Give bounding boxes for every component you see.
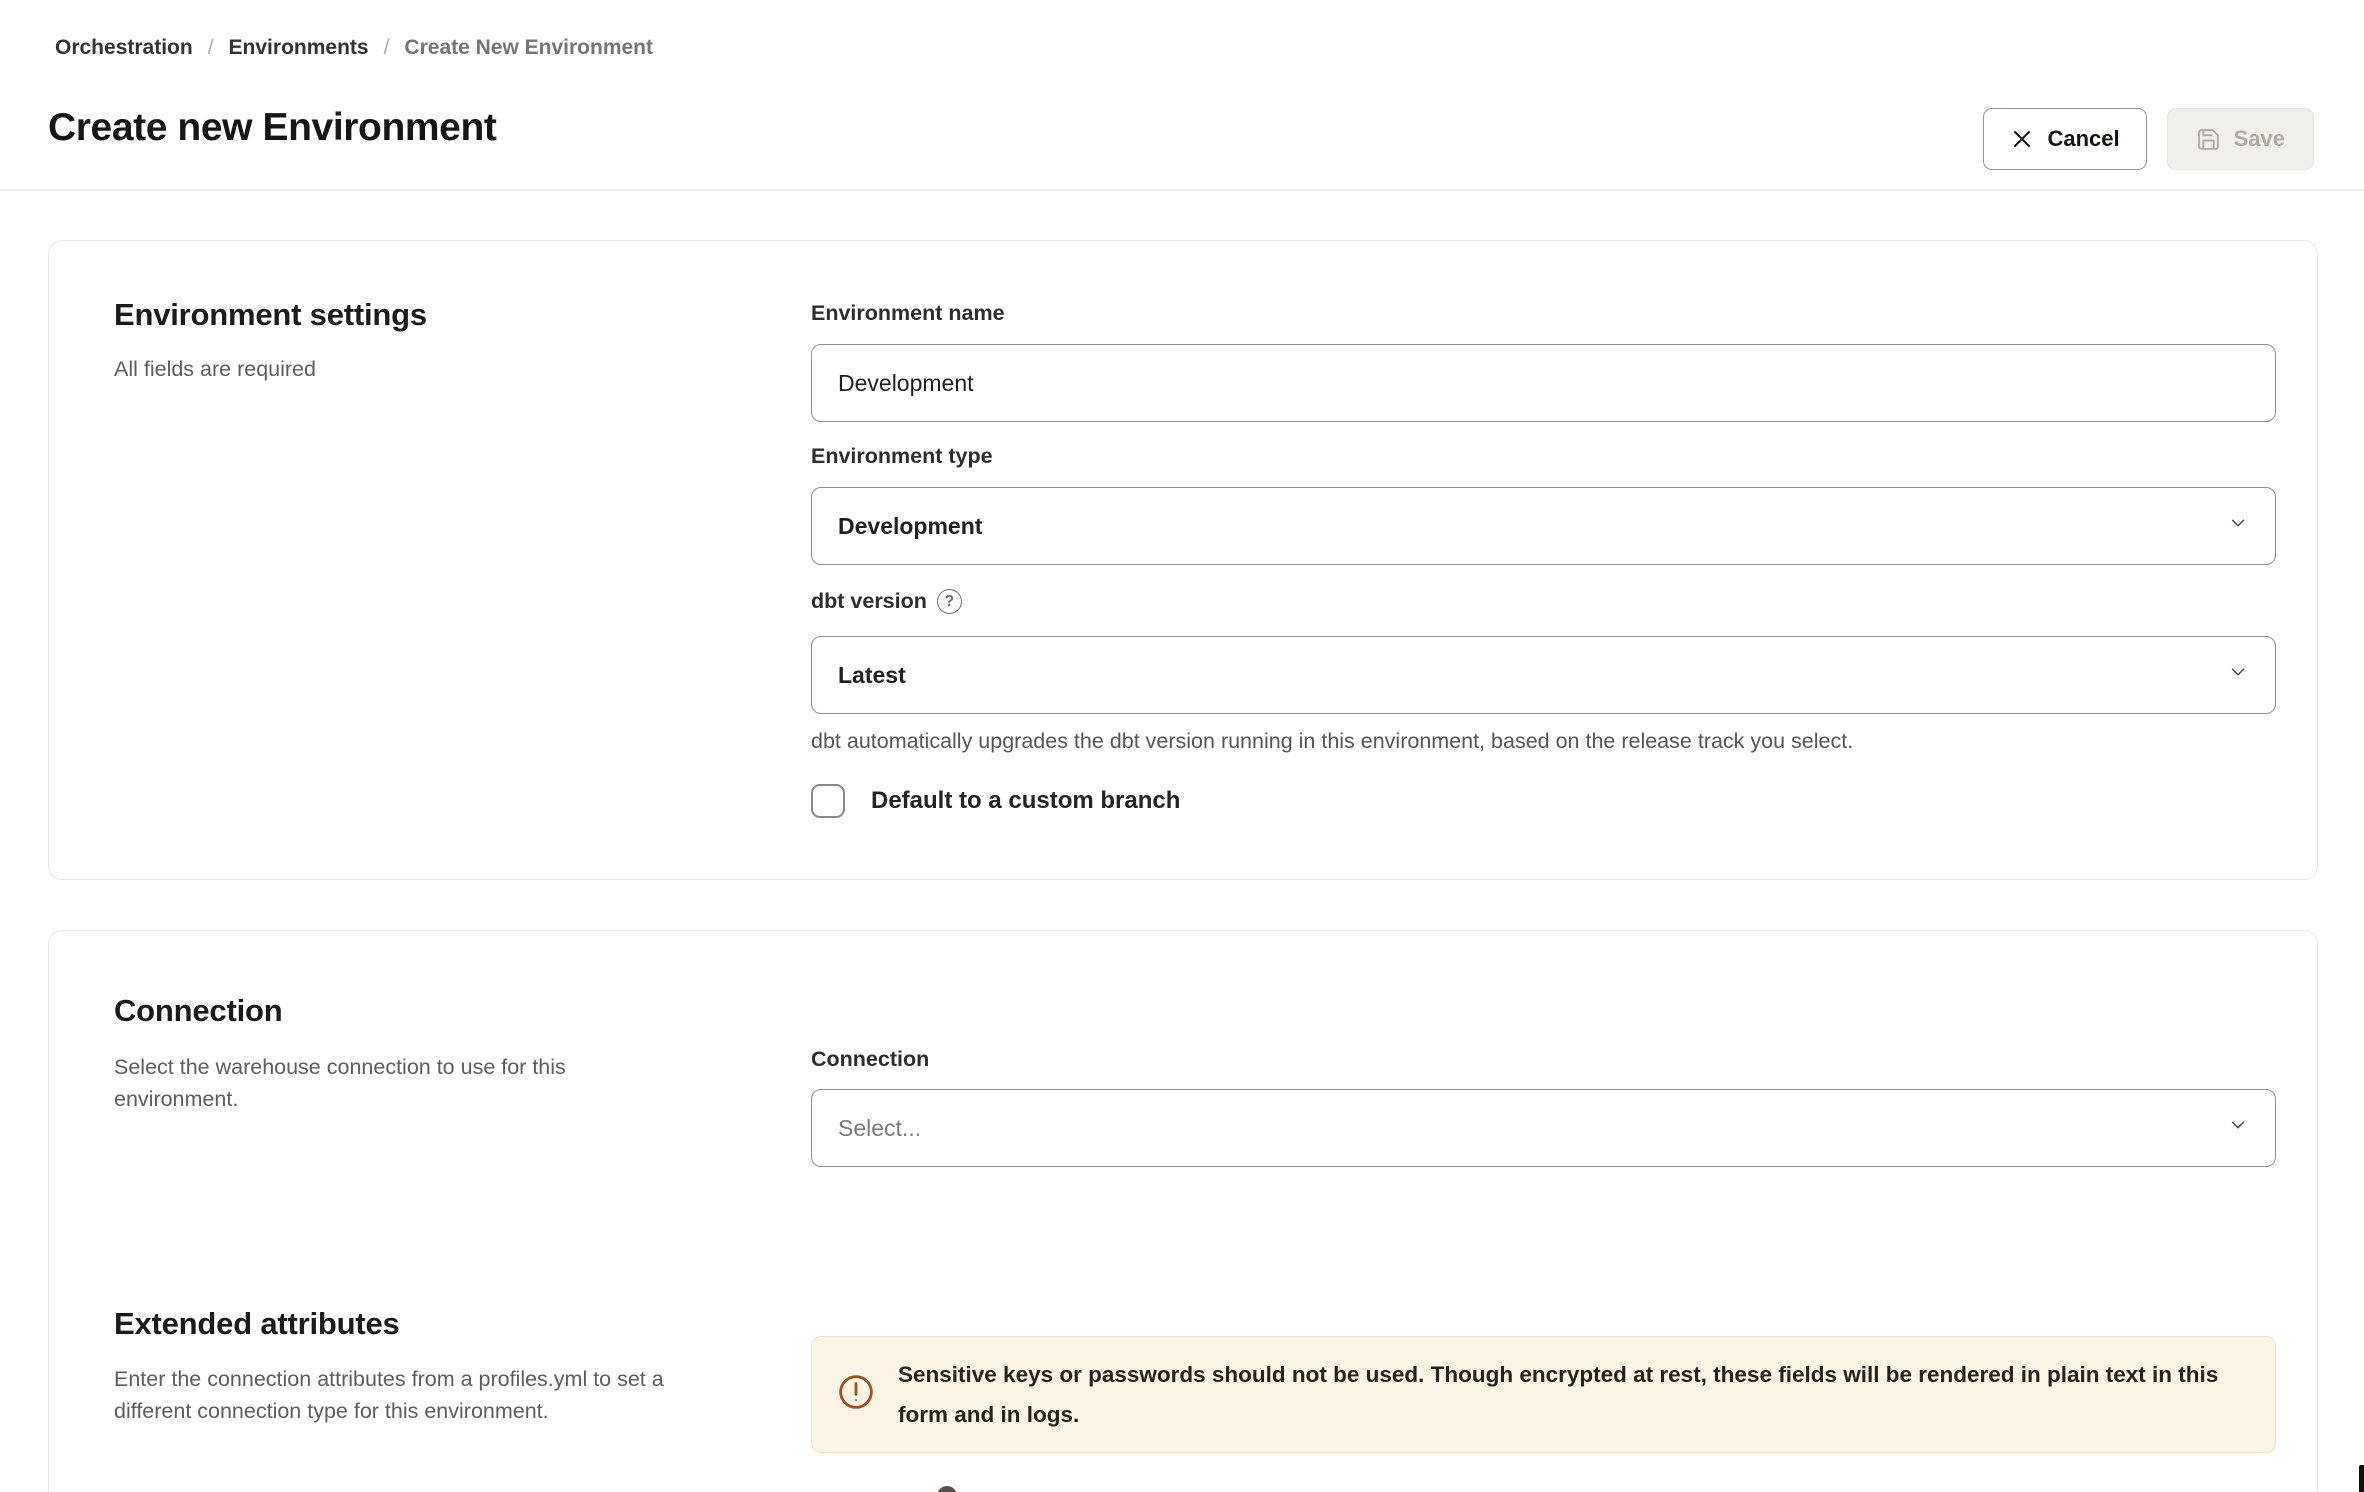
breadcrumb bbox=[55, 36, 653, 60]
environment-settings-card bbox=[48, 240, 2318, 880]
environment-name-input[interactable] bbox=[811, 344, 2276, 422]
extended-attributes-heading: Extended attributes bbox=[114, 1306, 400, 1341]
save-button[interactable] bbox=[2167, 108, 2314, 170]
environment-name-label: Environment name bbox=[811, 301, 1005, 325]
dbt-version-label-text: dbt version bbox=[811, 589, 927, 613]
warning-text: Sensitive keys or passwords should not be used. Though encrypted at rest, these fields will be rendered in plain text in this form and in logs. bbox=[898, 1361, 2219, 1427]
environment-settings-subheading: All fields are required bbox=[114, 357, 316, 381]
connection-select[interactable] bbox=[811, 1089, 2276, 1167]
close-icon bbox=[2010, 127, 2034, 151]
extended-attributes-subheading: Enter the connection attributes from a profiles.yml to set a different connection type for this environment. bbox=[114, 1367, 664, 1423]
custom-branch-label: Default to a custom branch bbox=[871, 787, 1181, 814]
save-icon bbox=[2196, 127, 2221, 152]
environment-type-label: Environment type bbox=[811, 444, 993, 468]
dbt-version-helper-text: dbt automatically upgrades the dbt version running in this environment, based on the release track you select. bbox=[811, 729, 1854, 753]
cancel-button[interactable] bbox=[1983, 108, 2146, 170]
connection-select-label: Connection bbox=[811, 1047, 930, 1071]
chevron-down-icon bbox=[2227, 1114, 2249, 1142]
connection-card bbox=[48, 930, 2318, 1492]
custom-branch-checkbox[interactable] bbox=[811, 784, 845, 818]
environment-type-value: Development bbox=[838, 512, 983, 539]
dbt-version-label bbox=[811, 589, 962, 614]
help-icon[interactable]: ? bbox=[937, 589, 962, 614]
page-title: Create new Environment bbox=[48, 106, 497, 149]
cursor-artifact bbox=[2359, 1465, 2364, 1492]
connection-select-placeholder: Select... bbox=[838, 1114, 922, 1141]
dbt-version-value: Latest bbox=[838, 661, 906, 688]
dbt-version-select[interactable] bbox=[811, 636, 2276, 714]
breadcrumb-create-new-environment: Create New Environment bbox=[404, 36, 653, 59]
environment-type-select[interactable] bbox=[811, 487, 2276, 565]
custom-branch-row bbox=[811, 784, 1180, 818]
sensitive-keys-warning bbox=[811, 1336, 2276, 1453]
connection-subheading: Select the warehouse connection to use for this environment. bbox=[114, 1055, 566, 1111]
environment-settings-heading: Environment settings bbox=[114, 297, 427, 332]
chevron-down-icon bbox=[2227, 661, 2249, 689]
connection-heading: Connection bbox=[114, 993, 283, 1028]
breadcrumb-orchestration[interactable]: Orchestration bbox=[55, 36, 193, 59]
breadcrumb-environments[interactable]: Environments bbox=[228, 36, 369, 59]
breadcrumb-separator: / bbox=[383, 36, 390, 59]
chevron-down-icon bbox=[2227, 512, 2249, 540]
header-actions bbox=[1983, 108, 2314, 170]
header-divider bbox=[0, 189, 2364, 191]
save-button-label: Save bbox=[2233, 126, 2285, 151]
cancel-button-label: Cancel bbox=[2047, 126, 2120, 151]
alert-circle-icon bbox=[836, 1372, 876, 1417]
breadcrumb-separator: / bbox=[207, 36, 214, 59]
